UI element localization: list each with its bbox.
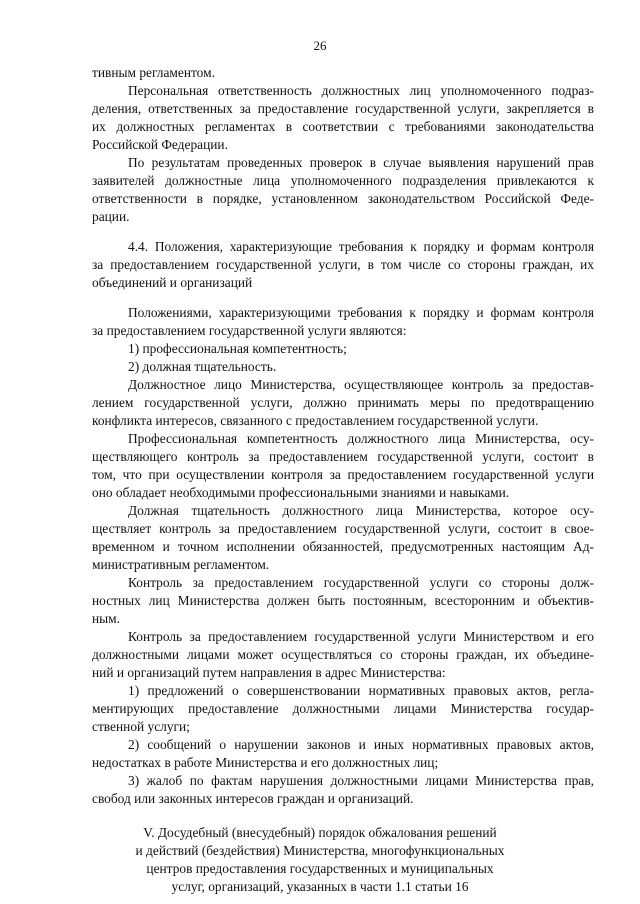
text-line: По результатам проведенных проверок в случае выявления нарушений прав: [128, 155, 594, 170]
text-line: ществляющего контроль за предоставлением государственной услуги, состоит в: [92, 449, 594, 464]
text-line: Российской Федерации.: [92, 137, 228, 152]
list-item: 1) профессиональная компетентность;: [128, 341, 347, 356]
text-line: должностными лицами может осуществляться со стороны граждан, их объедине-: [92, 647, 594, 662]
text-line: рации.: [92, 209, 130, 224]
text-line: Профессиональная компетентность должностного лица Министерства, осу-: [128, 431, 594, 446]
section-heading-line: центров предоставления государственных и муниципальных: [146, 861, 494, 876]
text-line: ностных лиц Министерства должен быть постоянным, всесторонним и объектив-: [92, 593, 594, 608]
text-line: Должностное лицо Министерства, осуществляющее контроль за предостав-: [128, 377, 594, 392]
list-item: 2) должная тщательность.: [128, 359, 277, 374]
list-item: недостатках в работе Министерства и его должностных лиц;: [92, 755, 439, 770]
text-line: за предоставлением государственной услуги являются:: [92, 323, 407, 338]
text-line: Персональная ответственность должностных лиц уполномоченного подраз-: [128, 83, 594, 98]
list-item: ментирующих предоставление должностными лицами Министерства государ-: [92, 701, 594, 716]
text-line: Контроль за предоставлением государственной услуги Министерством и его: [128, 629, 594, 644]
subsection-heading-line: 4.4. Положения, характеризующие требования к порядку и формам контроля: [128, 239, 594, 254]
text-line: Контроль за предоставлением государственной услуги со стороны долж-: [128, 575, 594, 590]
text-line: конфликта интересов, связанного с предоставлением государственной услуги.: [92, 413, 539, 428]
text-line: временном и точном исполнении обязанностей, предусмотренных настоящим Ад-: [92, 539, 594, 554]
text-line: деления, ответственных за предоставление государственной услуги, закрепляется в: [92, 101, 594, 116]
list-item: 2) сообщений о нарушении законов и иных нормативных правовых актов,: [128, 737, 594, 752]
list-item: 1) предложений о совершенствовании нормативных правовых актов, регла-: [128, 683, 594, 698]
section-heading-line: услуг, организаций, указанных в части 1.1 статьи 16: [171, 879, 469, 894]
text-line: ответственности в порядке, установленном законодательством Российской Феде-: [92, 191, 594, 206]
section-heading-line: и действий (бездействия) Министерства, многофункциональных: [135, 843, 505, 858]
text-line: заявителей должностные лица уполномоченного подразделения привлекаются к: [92, 173, 594, 188]
subsection-heading-line: объединений и организаций: [92, 275, 253, 290]
text-line: министративным регламентом.: [92, 557, 270, 572]
subsection-heading-line: за предоставлением государственной услуги, в том числе со стороны граждан, их: [92, 257, 594, 272]
page-number: 26: [313, 38, 327, 53]
list-item: свобод или законных интересов граждан и организаций.: [92, 791, 414, 806]
list-item: ственной услуги;: [92, 719, 190, 734]
text-line: оно обладает необходимыми профессиональными знаниями и навыками.: [92, 485, 510, 500]
text-line: тивным регламентом.: [92, 65, 215, 80]
text-line: ным.: [92, 611, 120, 626]
text-line: Положениями, характеризующими требования к порядку и формам контроля: [128, 305, 594, 320]
list-item: 3) жалоб по фактам нарушения должностными лицами Министерства прав,: [128, 773, 594, 788]
text-line: том, что при осуществлении контроля за предоставлением государственной услуги: [92, 467, 594, 482]
text-line: ний и организаций путем направления в адрес Министерства:: [92, 665, 446, 680]
text-line: Должная тщательность должностного лица Министерства, которое осу-: [128, 503, 594, 518]
section-heading-line: V. Досудебный (внесудебный) порядок обжалования решений: [143, 825, 497, 840]
text-line: лением государственной услуги, должно принимать меры по предотвращению: [92, 395, 594, 410]
text-line: их должностных регламентах в соответствии с требованиями законодательства: [92, 119, 594, 134]
text-line: ществляет контроль за предоставлением государственной услуги, состоит в свое-: [92, 521, 594, 536]
